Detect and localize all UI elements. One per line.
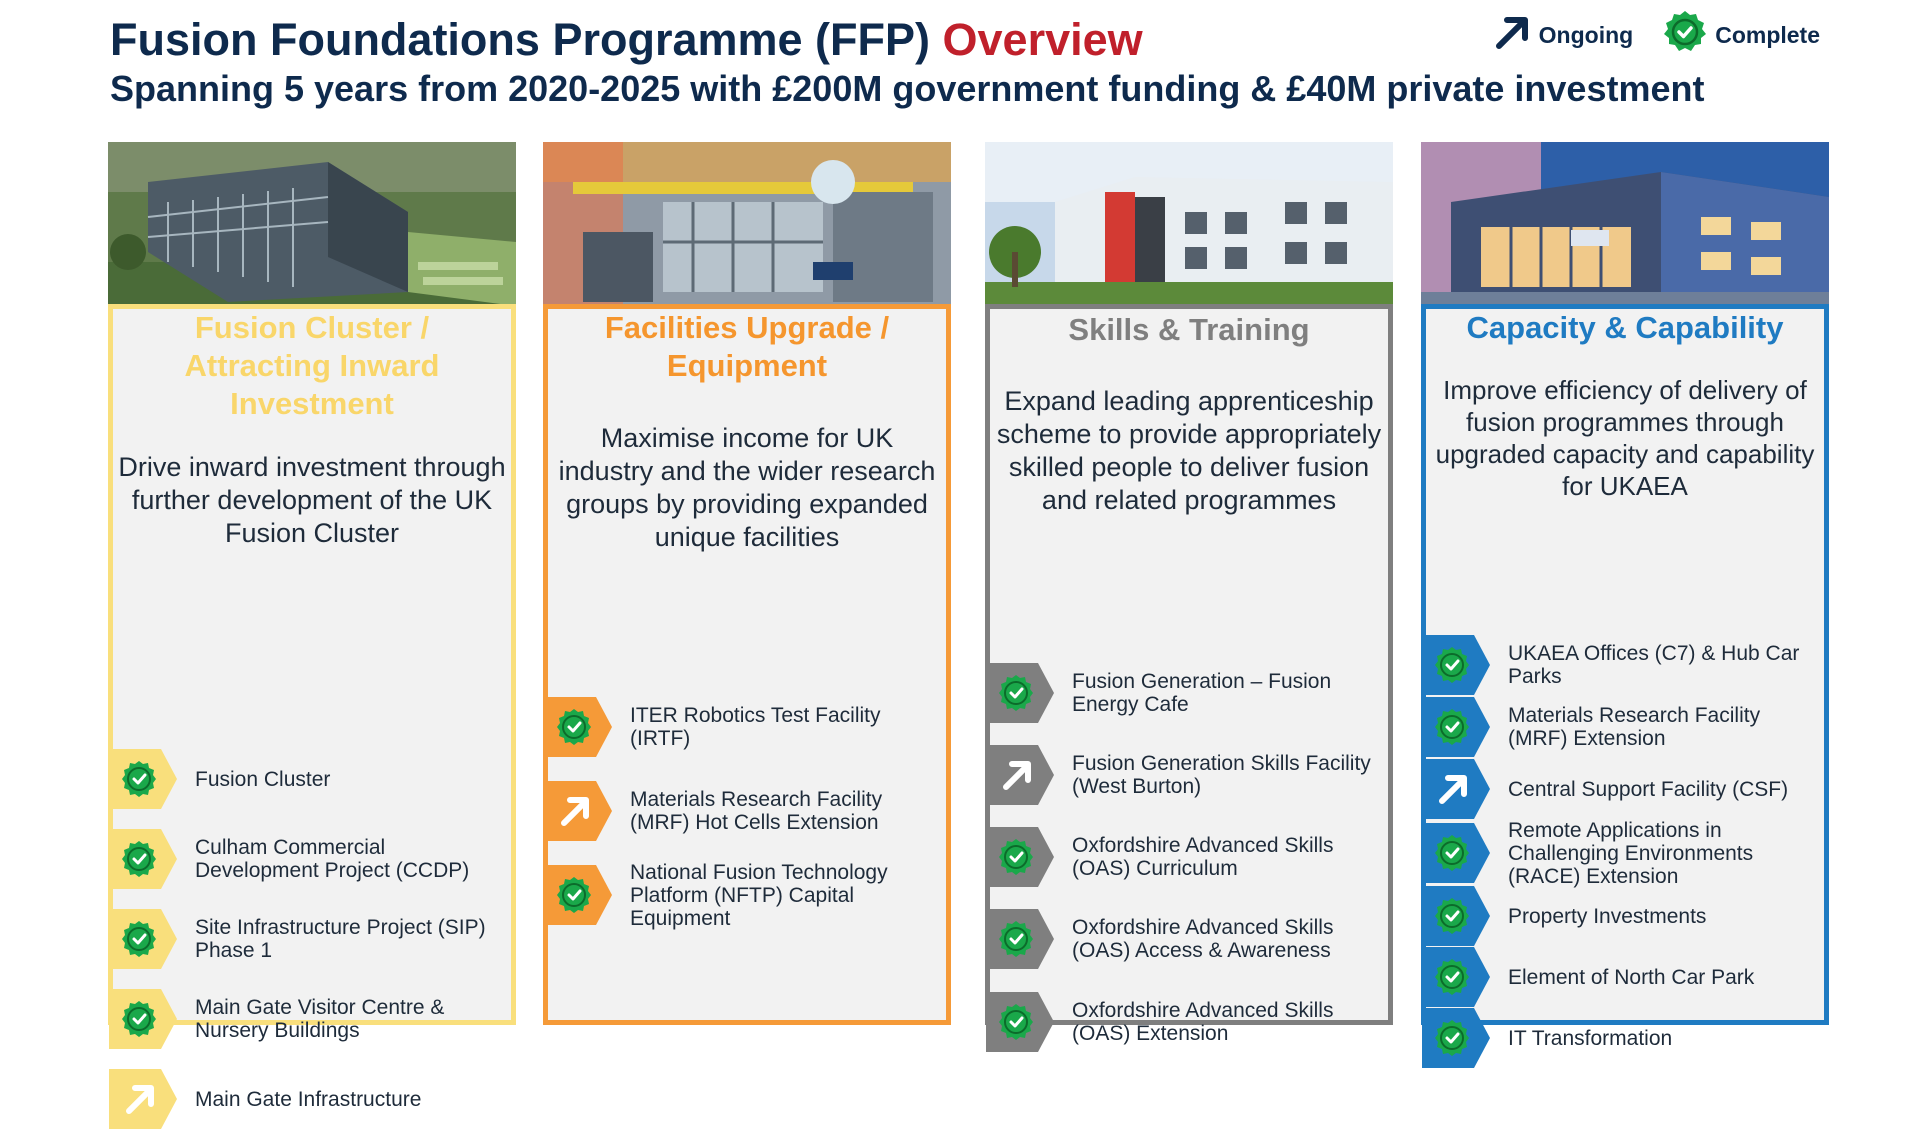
column-description: Expand leading apprenticeship scheme to provide appropriately skilled people to deliver fusion and related programmes (996, 386, 1382, 515)
item-label: Main Gate Visitor Centre & Nursery Buildings (195, 996, 445, 1042)
check-badge-icon (544, 859, 616, 931)
list-item (548, 691, 946, 763)
item-label: UKAEA Offices (C7) & Hub Car Parks (1508, 642, 1800, 688)
check-badge-icon (1422, 817, 1494, 889)
list-item (1426, 817, 1824, 889)
item-label: Main Gate Infrastructure (195, 1087, 422, 1111)
item-label: Materials Research Facility (MRF) Extension (1508, 704, 1761, 750)
list-item (113, 983, 511, 1055)
list-item (113, 823, 511, 895)
check-badge-icon (986, 903, 1058, 975)
panel (1421, 304, 1829, 1050)
list-item (990, 821, 1388, 893)
list-item (548, 775, 946, 847)
list-item (1426, 1002, 1824, 1074)
column-title: Skills & Training (1068, 312, 1310, 347)
item-label: Fusion Generation – Fusion Energy Cafe (1072, 670, 1332, 716)
arrow-up-right-icon (1493, 13, 1531, 57)
arrow-up-right-icon (109, 1063, 181, 1135)
item-label: Fusion Generation Skills Facility (West Burton) (1072, 752, 1371, 798)
page-subtitle: Spanning 5 years from 2020-2025 with £200M government funding & £40M private investment (110, 68, 1705, 109)
facility-photo (543, 142, 951, 306)
building-photo (1421, 142, 1829, 306)
item-label: Oxfordshire Advanced Skills (OAS) Extension (1072, 999, 1334, 1045)
column-description: Maximise income for UK industry and the wider research groups by providing expanded unique facilities (558, 423, 936, 552)
check-badge-icon (544, 691, 616, 763)
column-fusion-cluster (108, 142, 516, 1111)
check-badge-icon (109, 983, 181, 1055)
check-badge-icon (109, 903, 181, 975)
column-title: Fusion Cluster / Attracting Inward Investment (184, 310, 440, 421)
legend-complete-label: Complete (1715, 21, 1820, 48)
legend (1493, 10, 1820, 60)
list-item (113, 1063, 511, 1135)
check-badge-icon (986, 986, 1058, 1058)
item-label: ITER Robotics Test Facility (IRTF) (630, 704, 881, 750)
item-label: Oxfordshire Advanced Skills (OAS) Curriculum (1072, 834, 1334, 880)
building-photo (108, 142, 516, 306)
list-item (548, 859, 946, 931)
list-item (1426, 753, 1824, 825)
column-description: Drive inward investment through further development of the UK Fusion Cluster (118, 452, 506, 548)
list-item (990, 986, 1388, 1058)
item-label: Element of North Car Park (1508, 965, 1755, 989)
list-item (990, 739, 1388, 811)
item-label: IT Transformation (1508, 1026, 1673, 1050)
check-badge-icon (1663, 10, 1707, 60)
panel (543, 304, 951, 1025)
check-badge-icon (986, 821, 1058, 893)
title-accent: Overview (942, 14, 1143, 65)
item-label: Property Investments (1508, 904, 1707, 928)
arrow-up-right-icon (1422, 753, 1494, 825)
legend-ongoing (1493, 13, 1634, 57)
legend-complete (1663, 10, 1820, 60)
list-item (990, 657, 1388, 729)
check-badge-icon (1422, 1002, 1494, 1074)
legend-ongoing-label: Ongoing (1538, 21, 1634, 48)
column-description: Improve efficiency of delivery of fusion programmes through upgraded capacity and capability for UKAEA (1435, 375, 1815, 501)
building-photo (985, 142, 1393, 306)
item-label: Materials Research Facility (MRF) Hot Cells Extension (630, 788, 883, 834)
arrow-up-right-icon (544, 775, 616, 847)
list-item (113, 743, 511, 815)
list-item (990, 903, 1388, 975)
arrow-up-right-icon (986, 739, 1058, 811)
column-title: Facilities Upgrade / Equipment (604, 310, 890, 383)
item-label: Fusion Cluster (195, 767, 331, 791)
title-main: Fusion Foundations Programme (FFP) (110, 14, 930, 65)
list-item (113, 903, 511, 975)
column-capacity (1421, 142, 1829, 1050)
check-badge-icon (109, 743, 181, 815)
panel (108, 304, 516, 1111)
panel (985, 304, 1393, 1045)
check-badge-icon (109, 823, 181, 895)
item-label: National Fusion Technology Platform (NFTP) Capital Equipment (630, 860, 888, 930)
item-label: Central Support Facility (CSF) (1508, 777, 1789, 801)
item-label: Oxfordshire Advanced Skills (OAS) Access & Awareness (1072, 916, 1334, 962)
item-label: Site Infrastructure Project (SIP) Phase 1 (195, 916, 486, 962)
item-label: Culham Commercial Development Project (CCDP) (195, 836, 470, 882)
check-badge-icon (986, 657, 1058, 729)
item-label: Remote Applications in Challenging Environments (RACE) Extension (1508, 818, 1754, 888)
column-title: Capacity & Capability (1466, 310, 1784, 345)
column-skills (985, 142, 1393, 1045)
column-facilities (543, 142, 951, 1025)
page-title (110, 14, 1143, 66)
